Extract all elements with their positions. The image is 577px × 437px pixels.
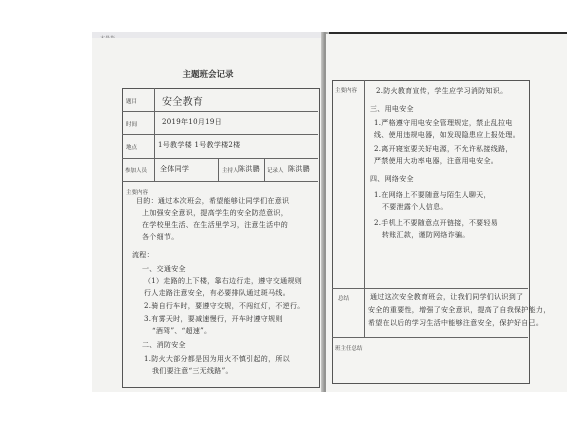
content-line: 我们要注意“三无线路”。 <box>152 367 233 375</box>
content-line: “酒驾”、“超速”。 <box>152 327 212 335</box>
content-line: （1）走路的上下楼，靠右边行走，遵守交通规则 <box>144 277 303 285</box>
content-line: 二、消防安全 <box>142 341 186 349</box>
label-content-right: 主要内容 <box>335 88 358 94</box>
content-line: 2.骑自行车时，要遵守交规，不闯红灯，不逆行。 <box>144 302 305 310</box>
value-participants: 全体同学 <box>160 165 190 173</box>
conclusion-line: 安全的重要性，增强了安全意识，提高了自我保护能力， <box>368 306 551 314</box>
content-line: 1.严格遵守用电安全管理规定，禁止乱拉电 <box>374 119 513 127</box>
content-line: 1.在网络上不要随意与陌生人聊天， <box>374 191 491 199</box>
content-line: 三、用电安全 <box>370 105 414 113</box>
value-time: 2019年10月19日 <box>162 118 222 126</box>
content-line: 2.手机上不要随意点开链接，不要轻易 <box>374 219 499 227</box>
content-line: 1.防火大部分都是因为用火不慎引起的，所以 <box>144 355 290 363</box>
content-line: 不要泄露个人信息。 <box>382 203 448 211</box>
content-line: 严禁使用大功率电器，注意用电安全。 <box>374 157 499 165</box>
value-host: 陈洪鹏 <box>238 165 260 173</box>
conclusion-line: 通过这次安全教育班会，让我们同学们认识到了 <box>370 293 524 301</box>
content-line: 转账汇款，谨防网络诈骗。 <box>382 231 470 239</box>
page-title: 主题班会记录 <box>182 70 234 80</box>
notebook-photo <box>92 32 567 392</box>
label-conclusion: 总结 <box>338 296 350 302</box>
value-place: 1号教学楼 1号教学楼2楼 <box>158 141 241 149</box>
label-topic: 题目 <box>126 99 138 105</box>
content-line: 行人走路注意安全，有必要排队通过斑马线。 <box>144 289 290 297</box>
label-content: 主要内容 <box>126 190 149 196</box>
content-line: 流程： <box>132 251 154 259</box>
right-page <box>326 34 567 392</box>
content-line: 2.防火教育宣传，学生应学习消防知识。 <box>376 87 508 95</box>
content-line: 一、交通安全 <box>142 265 186 273</box>
content-line: 在学校里生活、在生活里学习，注意生活中的 <box>142 221 288 229</box>
value-recorder: 陈洪鹏 <box>288 165 310 173</box>
conclusion-line: 希望在以后的学习生活中能够注意安全，保护好自己。 <box>368 319 544 327</box>
content-line: 2.离开寝室要关好电源，不允许私接线路， <box>374 145 513 153</box>
label-time: 时间 <box>126 122 138 128</box>
content-line: 线、使用违规电器，如发现隐患应上报处理。 <box>374 131 520 139</box>
label-participants: 参加人员 <box>125 168 148 174</box>
label-teacher-summary: 班主任总结 <box>335 346 363 352</box>
left-page <box>92 38 325 392</box>
content-line: 各个细节。 <box>142 233 179 241</box>
content-line: 3.有雾天时，要减速慢行，开车时遵守规则 <box>144 315 283 323</box>
content-line: 上加强安全意识，提高学生的安全防范意识， <box>142 209 288 217</box>
label-place: 地点 <box>126 145 138 151</box>
value-topic: 安全教育 <box>162 97 204 108</box>
label-recorder: 记录人 <box>267 168 284 174</box>
content-line: 目的：通过本次班会，希望能够让同学们在意识 <box>136 197 290 205</box>
content-line: 四、网络安全 <box>370 175 414 183</box>
label-host: 主持人 <box>222 168 239 174</box>
